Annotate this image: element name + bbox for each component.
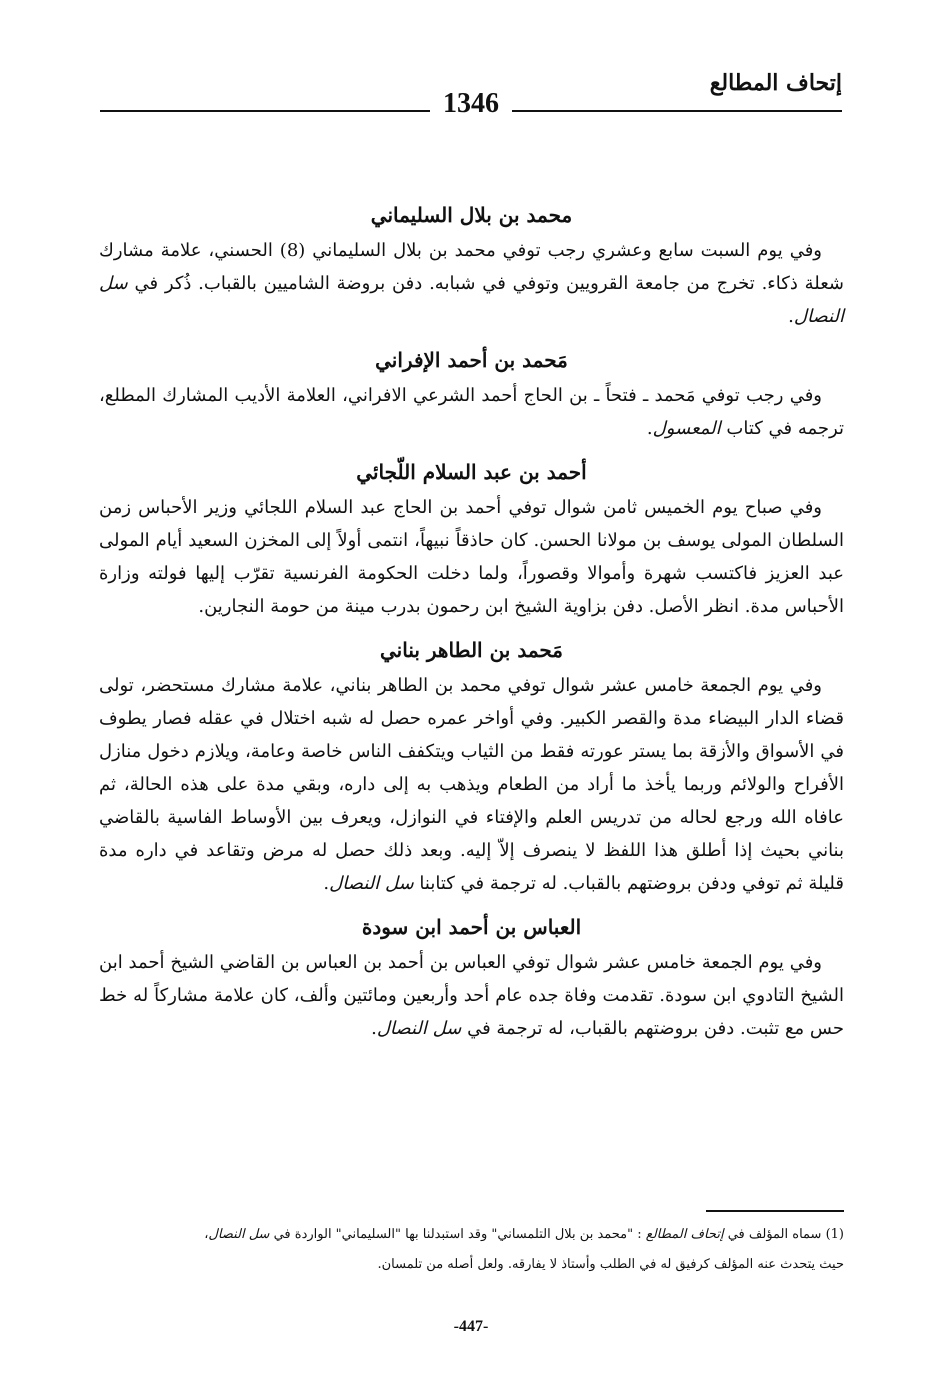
entry-text-main: وفي يوم الجمعة خامس عشر شوال توفي العباس بن أحمد بن العباس بن القاضي الشيخ أحمد ابن الشيخ التادوي ابن سودة. تقدمت وفاة جده عام أحد وأربعين ومائتين وألف، كان علامة مشاركاً له خط حس مع تثبت. دفن بروضتهم بالقباب، له ترجمة في bbox=[99, 952, 844, 1039]
entry-text-tail: . bbox=[371, 1018, 377, 1039]
page-number: -447- bbox=[453, 1318, 489, 1335]
entry-text bbox=[99, 946, 844, 1045]
entry-bennani bbox=[99, 631, 844, 900]
entry-suleimani bbox=[99, 196, 844, 333]
footnote bbox=[99, 1220, 844, 1280]
entry-text-main: وفي يوم الجمعة خامس عشر شوال توفي محمد بن الطاهر بناني، علامة مشارك مستحضر، تولى قضاء الدار البيضاء مدة والقصر الكبير. وفي أواخر عمره حصل له شبه اختلال في عقله فصار يطوف في الأسواق والأزقة بما يستر عورته فقط من الثياب ويتكفف الناس خاصة وعامة، ويلازم دخول منازل الأفراح والولائم وربما يأخذ ما أراد من الطعام ويذهب به إلى داره، وبقي مدة على هذه الحالة، ثم عافاه الله ورجع لحاله من تدريس العلم والإفتاء في النوازل، ويعرف بين الأوساط الفاسية بالقاضي بناني بحيث إذا أطلق هذا اللفظ لا ينصرف إلاّ إليه. وبعد ذلك حصل له مرض وتقاعد في داره مدة قليلة ثم توفي ودفن بروضتهم بالقباب. له ترجمة في كتابنا bbox=[99, 675, 845, 894]
entry-text-main: وفي صباح يوم الخميس ثامن شوال توفي أحمد بن الحاج عبد السلام اللجائي وزير الأحباس زمن السلطان المولى يوسف بن مولانا الحسن. كان حاذقاً نبيهاً، انتمى أولاً إلى المخزن السعيد أيام المولى عبد العزيز فاكتسب شهرة وأموالا وقصوراً، ولما دخلت الحكومة الفرنسية تقرّب إليها فولته وزارة الأحباس مدة. انظر الأصل. دفن بزاوية الشيخ ابن رحمون بدرب مينة من حومة النجارين. bbox=[99, 497, 844, 617]
entry-text-main: وفي رجب توفي مَحمد ـ فتحاً ـ بن الحاج أحمد الشرعي الافراني، العلامة الأديب المشارك المطلع، ترجمه في كتاب bbox=[99, 385, 844, 439]
footnote-line-2: حيث يتحدث عنه المؤلف كرفيق له في الطلب وأستاذ لا يفارقه. ولعل أصله من تلمسان. bbox=[377, 1257, 844, 1272]
header-rule-left bbox=[100, 110, 430, 112]
footnote-end: ، bbox=[204, 1227, 209, 1242]
footnote-reference: إتحاف المطالع bbox=[645, 1227, 724, 1242]
footnote-middle: : "محمد بن بلال التلمساني" وقد استبدلنا بها "السليماني" الواردة في bbox=[273, 1227, 642, 1242]
entry-text-main: وفي يوم السبت سابع وعشري رجب توفي محمد بن بلال السليماني (8) الحسني، علامة مشارك شعلة ذكاء. تخرج من جامعة القرويين وتوفي في شبابه. دفن بروضة الشاميين بالقباب. ذُكر في bbox=[99, 240, 844, 294]
book-reference: سل النصال bbox=[376, 1018, 462, 1039]
book-reference: سل النصال bbox=[329, 873, 414, 894]
year-number: 1346 bbox=[443, 88, 499, 119]
entry-title: العباس بن أحمد ابن سودة bbox=[361, 915, 582, 939]
footnote-rule bbox=[706, 1210, 844, 1212]
book-reference: المعسول bbox=[652, 418, 721, 439]
entry-text bbox=[99, 379, 844, 445]
footnote-start: (1) سماه المؤلف في bbox=[727, 1227, 844, 1242]
entry-text bbox=[99, 669, 844, 900]
entry-ibn-sawda bbox=[99, 908, 844, 1045]
entry-text-tail: . bbox=[323, 873, 330, 894]
entry-title: مَحمد بن الطاهر بناني bbox=[379, 638, 564, 662]
entry-text-tail: . bbox=[788, 306, 794, 327]
entry-title: محمد بن بلال السليماني bbox=[370, 203, 573, 227]
entry-text bbox=[99, 234, 844, 333]
book-reference: سل النصال bbox=[99, 273, 844, 327]
running-title: إتحاف المطالع bbox=[709, 70, 842, 96]
entry-text bbox=[99, 491, 844, 623]
entry-lajai bbox=[99, 453, 844, 623]
entry-text-tail: . bbox=[646, 418, 653, 439]
footnote-line-1 bbox=[99, 1220, 844, 1250]
entry-title: مَحمد بن أحمد الإفراني bbox=[375, 348, 568, 372]
footnote-reference-2: سل النصال bbox=[208, 1227, 270, 1242]
entry-title: أحمد بن عبد السلام اللّجائي bbox=[356, 460, 587, 484]
entry-ifrani bbox=[99, 341, 844, 445]
main-content bbox=[99, 196, 844, 1053]
